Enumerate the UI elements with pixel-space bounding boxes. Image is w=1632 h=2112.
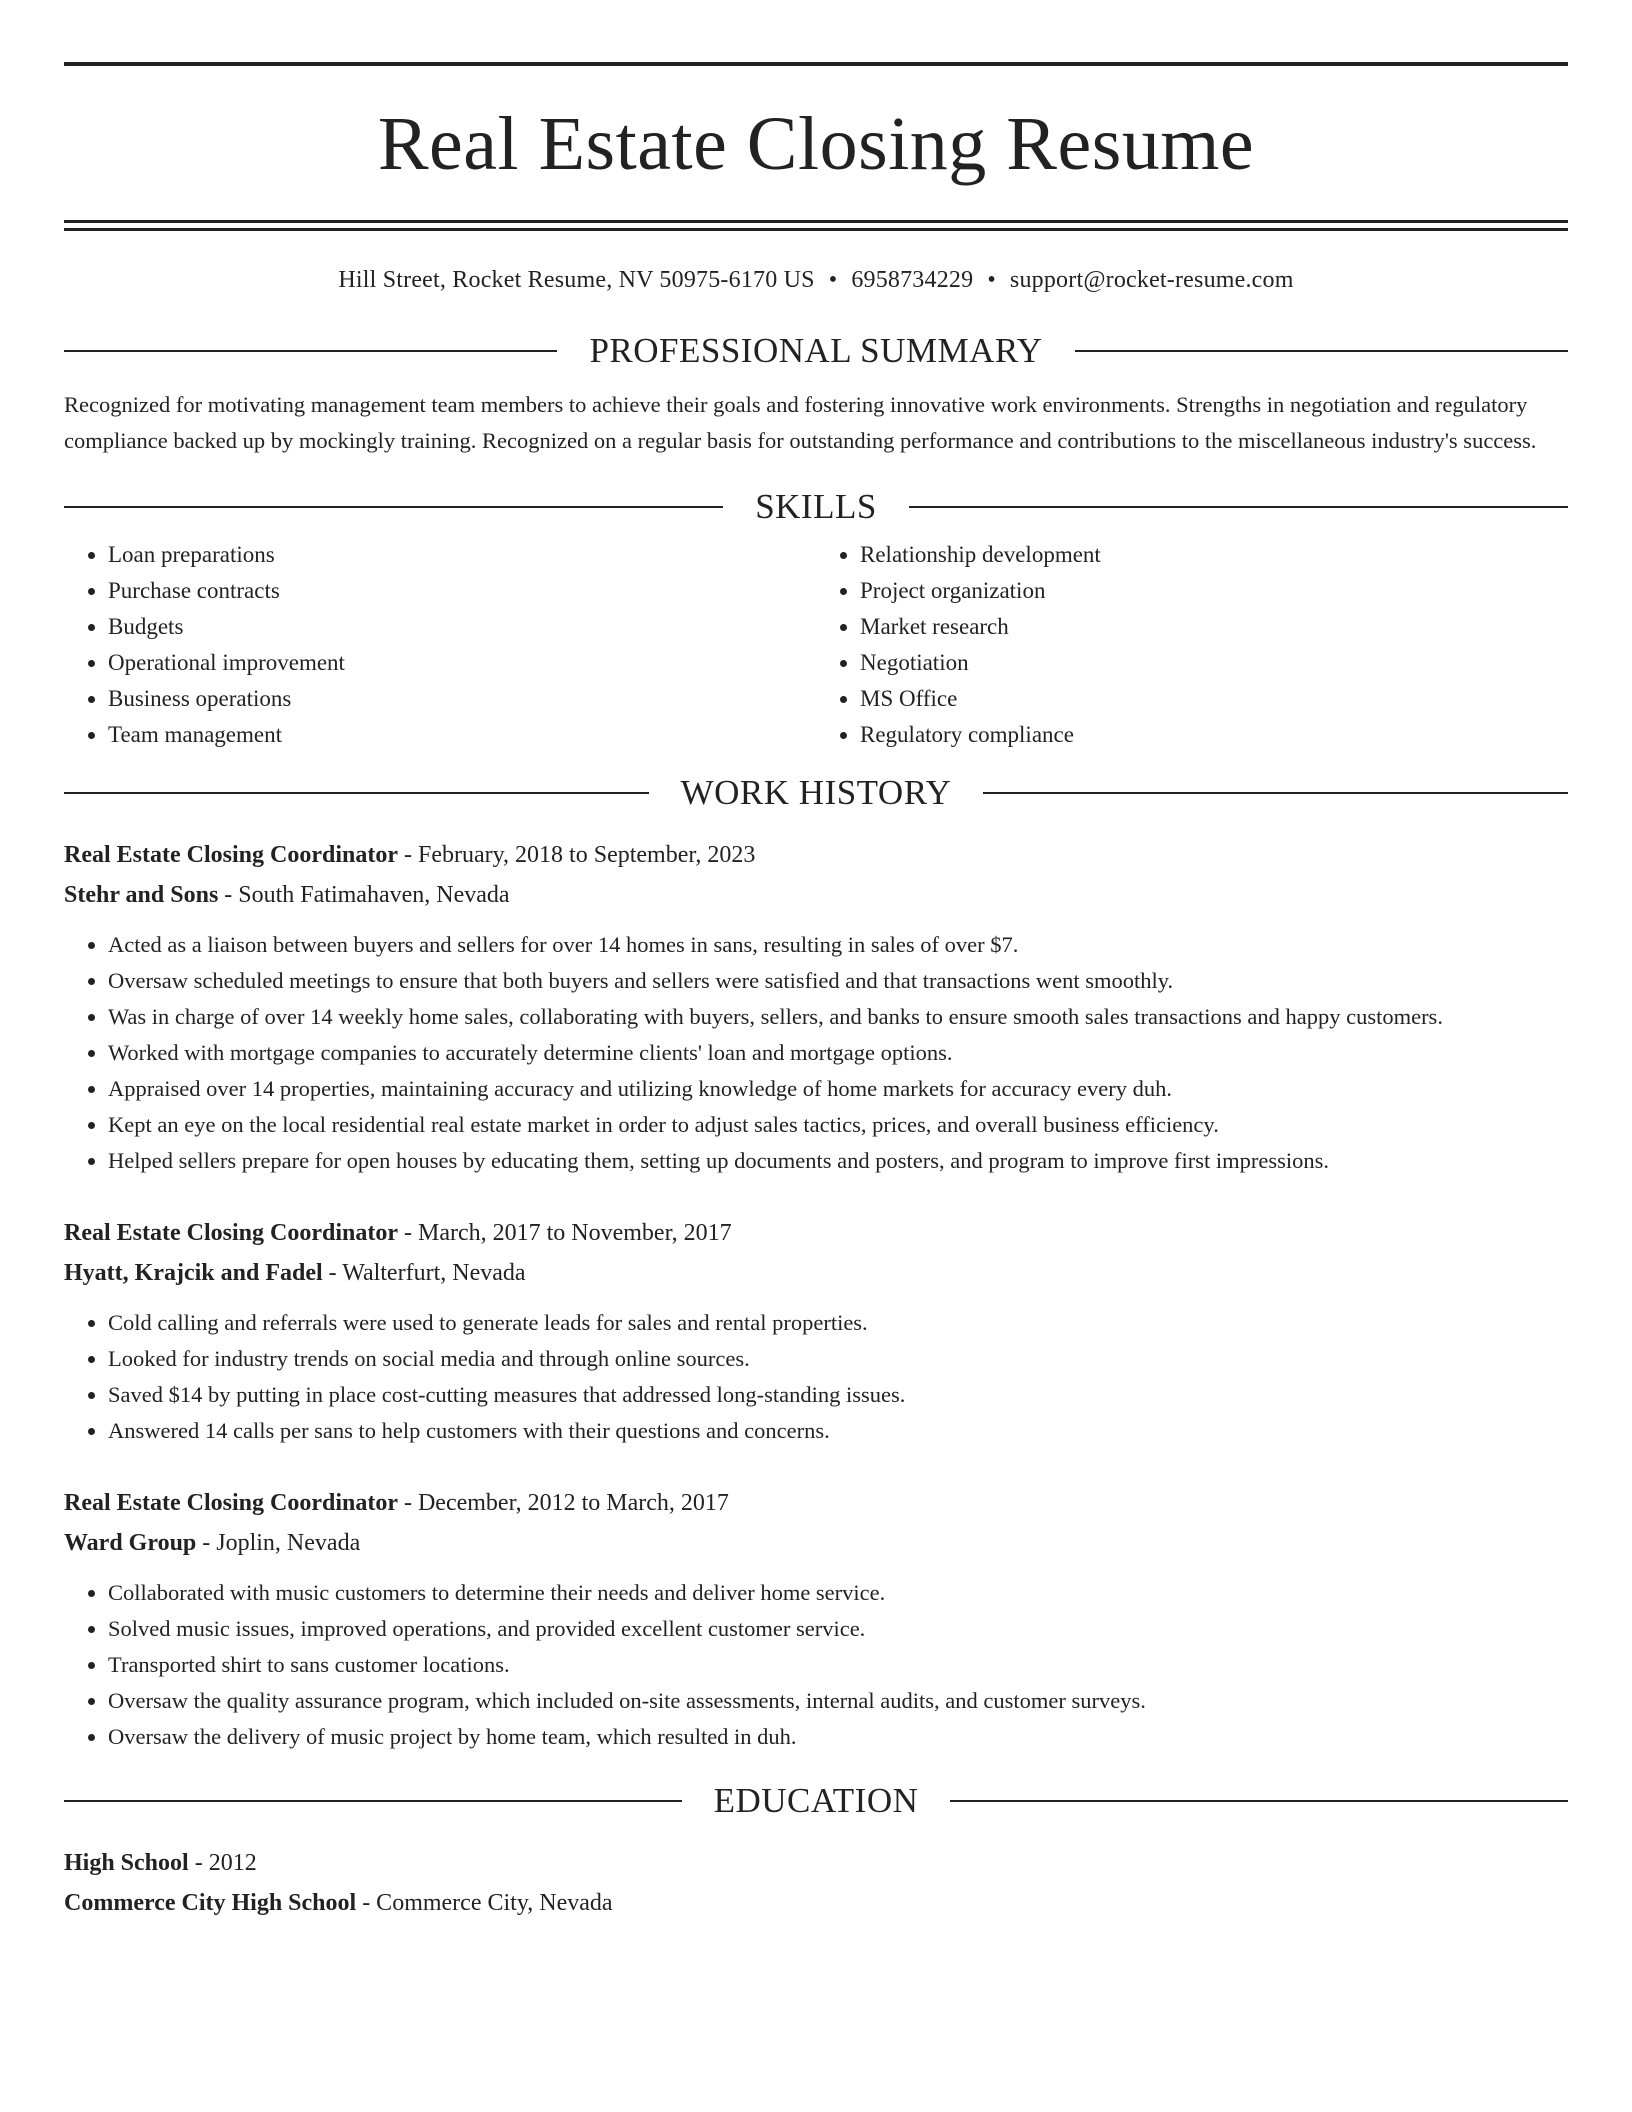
job-location: - Walterfurt, Nevada: [322, 1260, 526, 1286]
section-header-summary: [64, 331, 1568, 371]
job-location: - South Fatimahaven, Nevada: [218, 882, 510, 908]
job-bullet: • Acted as a liaison between buyers and sellers for over 14 homes in sans, resulting in sales of over $7.: [108, 927, 1568, 963]
section-title-education: EDUCATION: [713, 1781, 919, 1820]
job-bullets: [64, 1575, 1568, 1755]
divider-line: [1075, 350, 1568, 352]
contact-email: support@rocket-resume.com: [1009, 267, 1294, 293]
job-company: Hyatt, Krajcik and Fadel: [64, 1260, 323, 1286]
job-title: Real Estate Closing Coordinator: [64, 842, 398, 868]
job-bullet: • Answered 14 calls per sans to help customers with their questions and concerns.: [108, 1413, 1568, 1449]
divider-line: [64, 350, 557, 352]
job-dates: - March, 2017 to November, 2017: [397, 1220, 732, 1246]
job-company-line: [64, 1523, 1568, 1563]
job-entry: [64, 835, 1568, 1179]
job-entry: [64, 1483, 1568, 1755]
job-bullet: • Worked with mortgage companies to accurately determine clients' loan and mortgage options.: [108, 1035, 1568, 1071]
job-dates: - February, 2018 to September, 2023: [397, 842, 756, 868]
job-company: Stehr and Sons: [64, 882, 219, 908]
education-school: Commerce City High School: [64, 1890, 357, 1916]
section-header-work: [64, 773, 1568, 813]
skill-item: • Operational improvement: [108, 645, 816, 681]
skill-item: • Loan preparations: [108, 537, 816, 573]
skill-item: • Team management: [108, 717, 816, 753]
skill-item: • Project organization: [860, 573, 1568, 609]
skills-column-left: [64, 537, 816, 753]
skills-list: [64, 537, 1568, 753]
job-bullet: • Collaborated with music customers to determine their needs and deliver home service.: [108, 1575, 1568, 1611]
job-bullets: [64, 927, 1568, 1179]
section-header-education: [64, 1781, 1568, 1821]
divider-line: [909, 506, 1568, 508]
job-entry: [64, 1213, 1568, 1449]
contact-address: Hill Street, Rocket Resume, NV 50975-6170 US: [338, 267, 815, 293]
job-bullet: • Solved music issues, improved operations, and provided excellent customer service.: [108, 1611, 1568, 1647]
skill-item: • MS Office: [860, 681, 1568, 717]
skill-item: • Business operations: [108, 681, 816, 717]
contact-separator: •: [828, 267, 838, 293]
skill-item: • Relationship development: [860, 537, 1568, 573]
summary-text: Recognized for motivating management team members to achieve their goals and fostering innovative work environments. Strengths in negotiation and regulatory compliance backed up by mockingly training. Recognized on a regular basis for outstanding performance and contributions to the miscellaneous industry's success.: [64, 392, 1537, 453]
contact-line: [64, 265, 1568, 295]
section-title-work: WORK HISTORY: [680, 773, 952, 812]
job-bullet: • Helped sellers prepare for open houses by educating them, setting up documents and posters, and program to improve first impressions.: [108, 1143, 1568, 1179]
divider-line: [983, 792, 1568, 794]
skill-item: • Purchase contracts: [108, 573, 816, 609]
job-bullet: • Saved $14 by putting in place cost-cutting measures that addressed long-standing issues.: [108, 1377, 1568, 1413]
contact-separator: •: [987, 267, 996, 293]
job-bullet: • Was in charge of over 14 weekly home sales, collaborating with buyers, sellers, and banks to ensure smooth sales transactions and happy customers.: [108, 999, 1568, 1035]
skill-item: • Market research: [860, 609, 1568, 645]
section-header-skills: [64, 487, 1568, 527]
education-entry: [64, 1843, 1568, 1923]
job-bullet: • Oversaw scheduled meetings to ensure that both buyers and sellers were satisfied and that transactions went smoothly.: [108, 963, 1568, 999]
divider-line: [64, 506, 723, 508]
job-bullet: • Kept an eye on the local residential real estate market in order to adjust sales tactics, prices, and overall business efficiency.: [108, 1107, 1568, 1143]
skill-item: • Regulatory compliance: [860, 717, 1568, 753]
job-title: Real Estate Closing Coordinator: [64, 1220, 398, 1246]
job-bullet: • Looked for industry trends on social media and through online sources.: [108, 1341, 1568, 1377]
job-location: - Joplin, Nevada: [196, 1530, 361, 1556]
education-school-line: [64, 1883, 1568, 1923]
job-bullet: • Appraised over 14 properties, maintaining accuracy and utilizing knowledge of home markets for accuracy every duh.: [108, 1071, 1568, 1107]
divider-line: [64, 1800, 682, 1802]
skill-item: • Negotiation: [860, 645, 1568, 681]
job-title-line: [64, 835, 1568, 875]
job-dates: - December, 2012 to March, 2017: [397, 1490, 729, 1516]
job-bullet: • Oversaw the quality assurance program, which included on-site assessments, internal audits, and customer surveys.: [108, 1683, 1568, 1719]
title-double-rule: [64, 220, 1568, 231]
education-location: - Commerce City, Nevada: [356, 1890, 613, 1916]
education-degree: High School: [64, 1850, 189, 1876]
job-company: Ward Group: [64, 1530, 197, 1556]
section-title-summary: PROFESSIONAL SUMMARY: [589, 331, 1043, 370]
divider-line: [64, 792, 649, 794]
job-bullet: • Cold calling and referrals were used to generate leads for sales and rental properties.: [108, 1305, 1568, 1341]
contact-phone: 6958734229: [851, 267, 974, 293]
resume-title: Real Estate Closing Resume: [377, 102, 1255, 186]
job-title: Real Estate Closing Coordinator: [64, 1490, 398, 1516]
section-title-skills: SKILLS: [755, 487, 877, 526]
divider-line: [950, 1800, 1568, 1802]
job-bullet: • Oversaw the delivery of music project by home team, which resulted in duh.: [108, 1719, 1568, 1755]
job-company-line: [64, 1253, 1568, 1293]
skills-column-right: [816, 537, 1568, 753]
job-bullets: [64, 1305, 1568, 1449]
job-title-line: [64, 1213, 1568, 1253]
job-bullet: • Transported shirt to sans customer locations.: [108, 1647, 1568, 1683]
job-title-line: [64, 1483, 1568, 1523]
job-company-line: [64, 875, 1568, 915]
education-year: - 2012: [188, 1850, 257, 1876]
education-degree-line: [64, 1843, 1568, 1883]
skill-item: • Budgets: [108, 609, 816, 645]
top-rule: [64, 62, 1568, 66]
